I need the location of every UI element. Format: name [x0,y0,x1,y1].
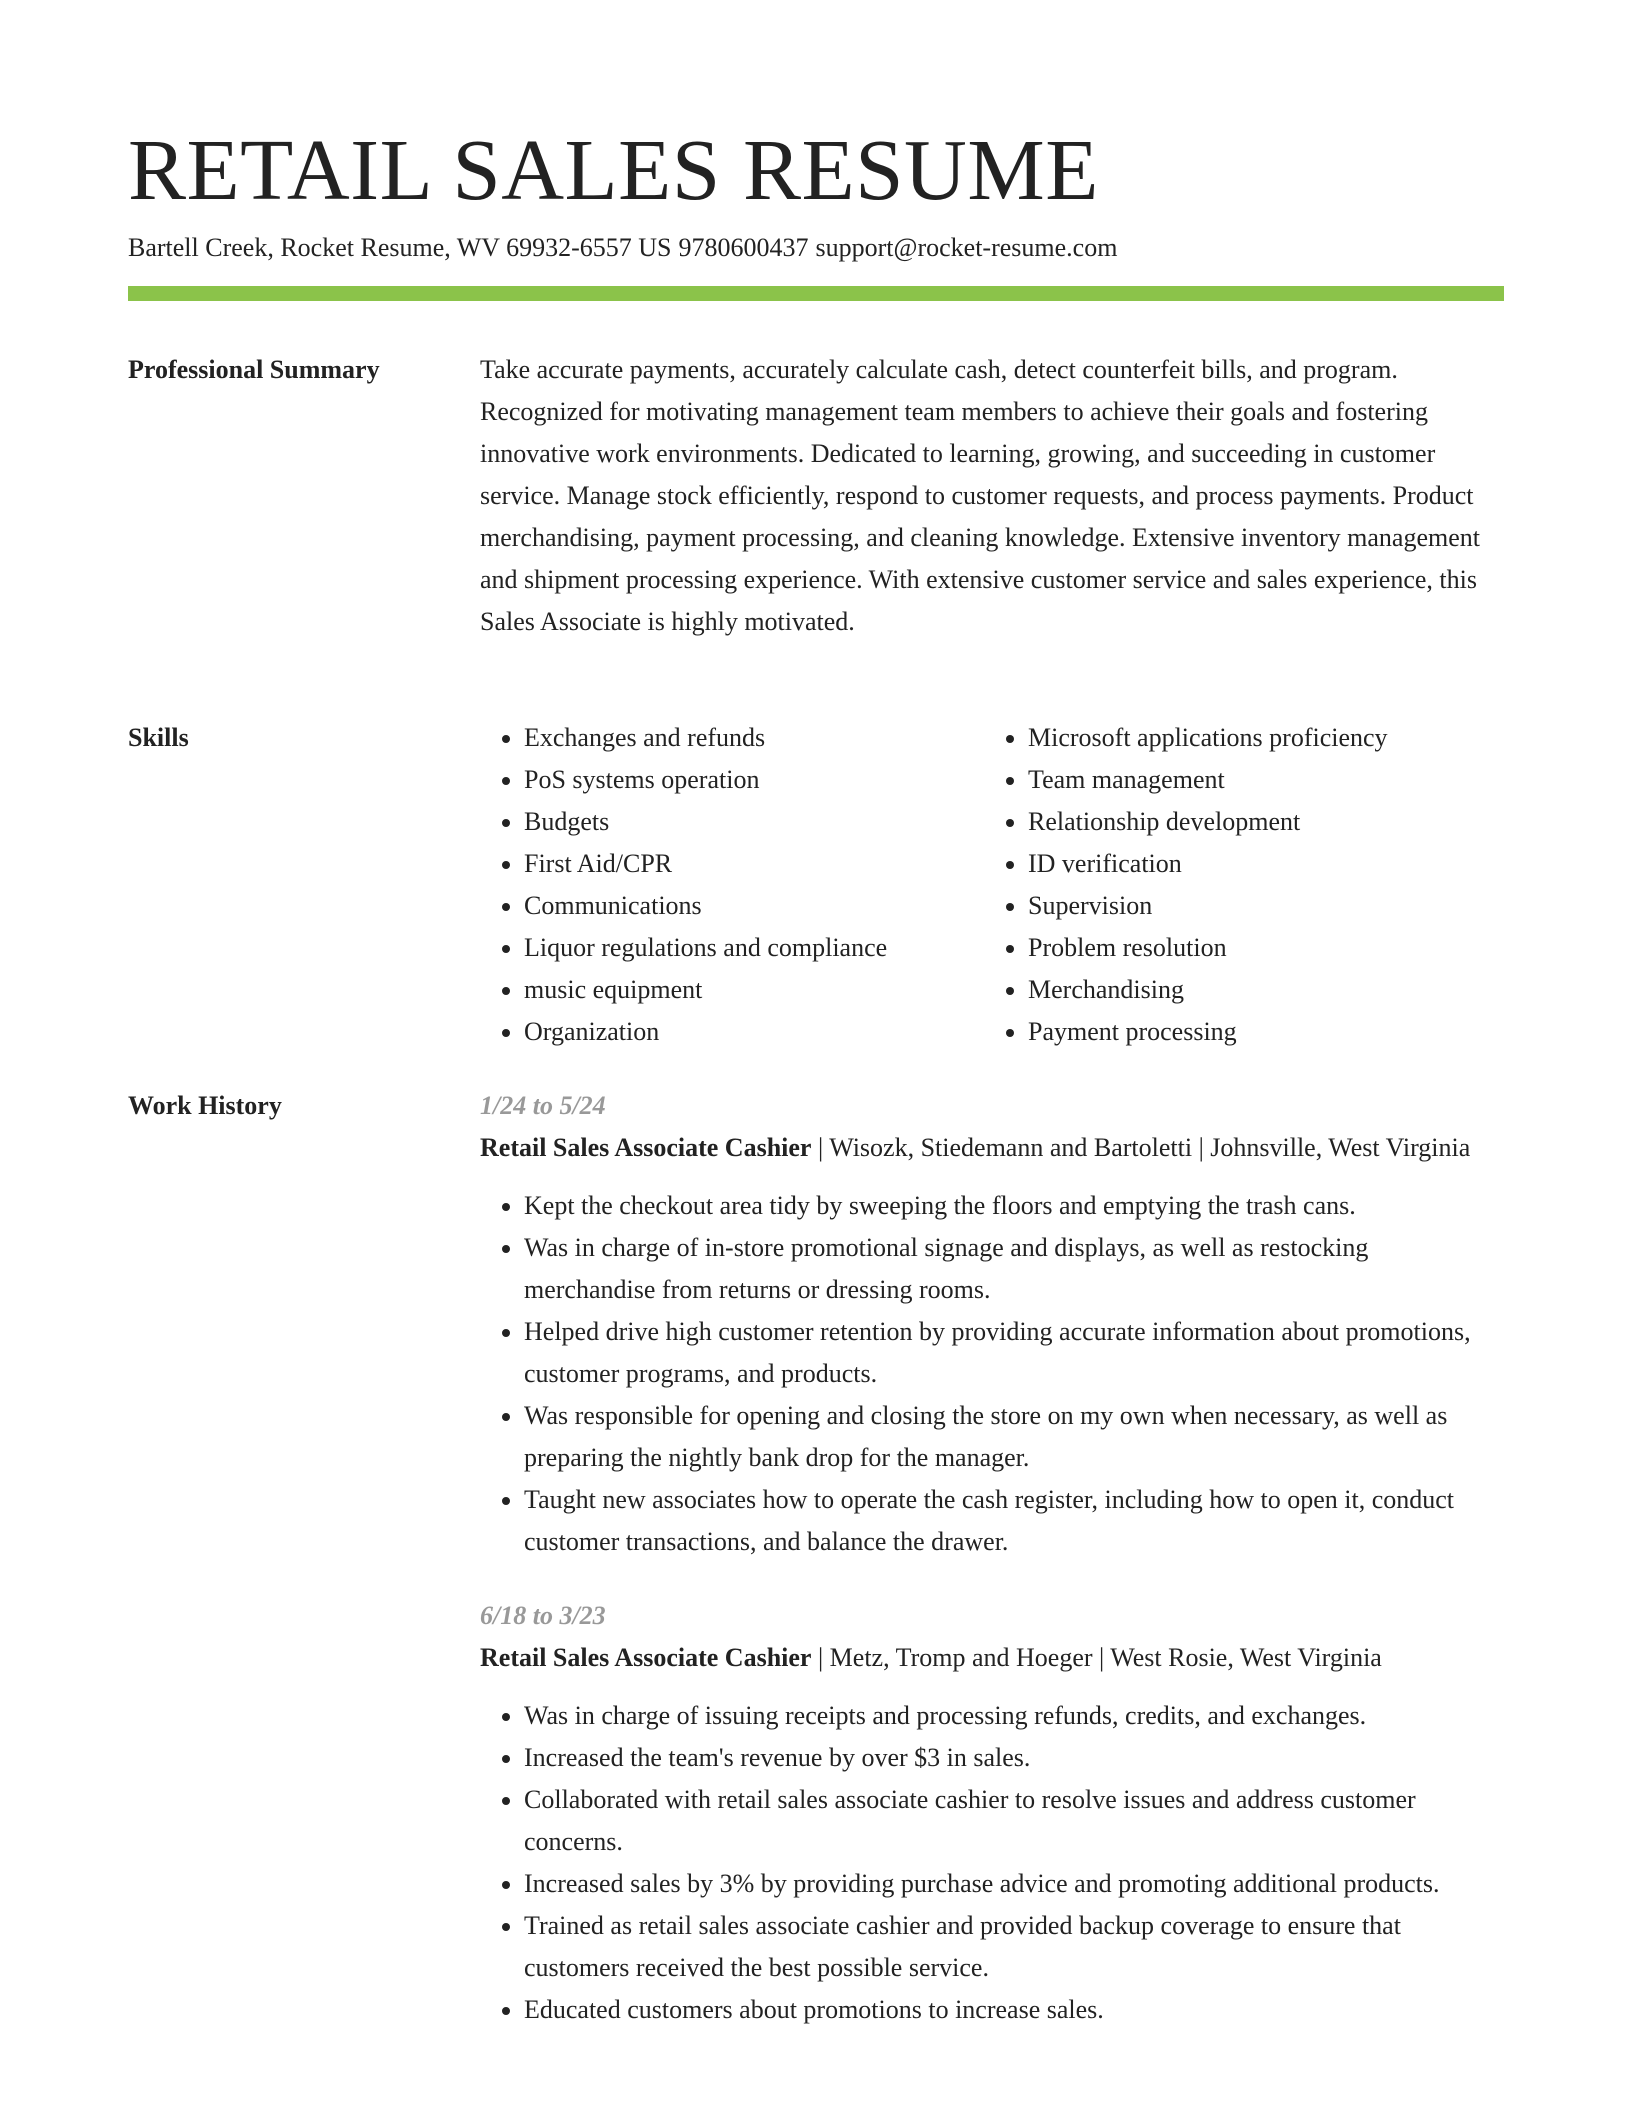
skills-column-left [480,717,984,1053]
job-bullet: • Was responsible for opening and closing the store on my own when necessary, as well as preparing the nightly bank drop for the manager. [524,1395,1504,1479]
skills-list [480,717,1504,1053]
summary-text: Take accurate payments, accurately calculate cash, detect counterfeit bills, and program. Recognized for motivating management team members to achieve their goals and fostering innovative work environments. Dedicated to learning, growing, and succeeding in customer service. Manage stock efficiently, respond to customer requests, and process payments. Product merchandising, payment processing, and cleaning knowledge. Extensive inventory management and shipment processing experience. With extensive customer service and sales experience, this Sales Associate is highly motivated. [480,355,1480,636]
skill-item: • Merchandising [1028,969,1488,1011]
skills-label: Skills [128,723,189,752]
work-history-body [480,1085,1504,2031]
contact-address: Bartell Creek, Rocket Resume, WV 69932-6557 US [128,233,672,262]
job-employer-location: | Wisozk, Stiedemann and Bartoletti | Johnsville, West Virginia [811,1133,1471,1162]
resume-title: RETAIL SALES RESUME [128,121,1099,218]
skill-item: • Organization [524,1011,984,1053]
skill-item: • Problem resolution [1028,927,1488,969]
summary-body [480,349,1504,643]
job-heading [480,1127,1504,1169]
job-bullet: • Taught new associates how to operate the cash register, including how to open it, conduct customer transactions, and balance the drawer. [524,1479,1504,1563]
skill-item: • Communications [524,885,984,927]
skill-item: • ID verification [1028,843,1488,885]
job-heading [480,1637,1504,1679]
contact-email[interactable]: support@rocket-resume.com [815,233,1118,262]
job-bullets [480,1185,1504,1563]
job-bullet: • Increased the team's revenue by over $3 in sales. [524,1737,1504,1779]
job-title: Retail Sales Associate Cashier [480,1133,812,1162]
job-employer-location: | Metz, Tromp and Hoeger | West Rosie, West Virginia [811,1643,1382,1672]
job-bullet: • Kept the checkout area tidy by sweeping the floors and emptying the trash cans. [524,1185,1504,1227]
contact-phone: 9780600437 [678,233,809,262]
job-title: Retail Sales Associate Cashier [480,1643,812,1672]
skill-item: • Liquor regulations and compliance [524,927,984,969]
skills-column-right [984,717,1488,1053]
summary-label: Professional Summary [128,355,380,384]
skill-item: • Relationship development [1028,801,1488,843]
job-dates: 6/18 to 3/23 [480,1601,606,1630]
work-history-label: Work History [128,1091,282,1120]
skill-item: • Payment processing [1028,1011,1488,1053]
job-bullet: • Trained as retail sales associate cashier and provided backup coverage to ensure that customers received the best possible service. [524,1905,1504,1989]
job-bullet: • Helped drive high customer retention by providing accurate information about promotions, customer programs, and products. [524,1311,1504,1395]
job-entry [480,1085,1504,1563]
job-dates: 1/24 to 5/24 [480,1091,606,1120]
skill-item: • Budgets [524,801,984,843]
job-bullet: • Increased sales by 3% by providing purchase advice and promoting additional products. [524,1863,1504,1905]
job-bullets [480,1695,1504,2031]
job-bullet: • Was in charge of issuing receipts and processing refunds, credits, and exchanges. [524,1695,1504,1737]
header-divider [128,286,1504,301]
job-bullet: • Was in charge of in-store promotional signage and displays, as well as restocking merchandise from returns or dressing rooms. [524,1227,1504,1311]
skill-item: • Exchanges and refunds [524,717,984,759]
skill-item: • Supervision [1028,885,1488,927]
skill-item: • Microsoft applications proficiency [1028,717,1488,759]
skill-item: • First Aid/CPR [524,843,984,885]
job-bullet: • Educated customers about promotions to increase sales. [524,1989,1504,2031]
skill-item: • PoS systems operation [524,759,984,801]
skill-item: • music equipment [524,969,984,1011]
contact-line [128,230,1117,266]
skill-item: • Team management [1028,759,1488,801]
job-bullet: • Collaborated with retail sales associate cashier to resolve issues and address customer concerns. [524,1779,1504,1863]
job-entry [480,1595,1504,2031]
